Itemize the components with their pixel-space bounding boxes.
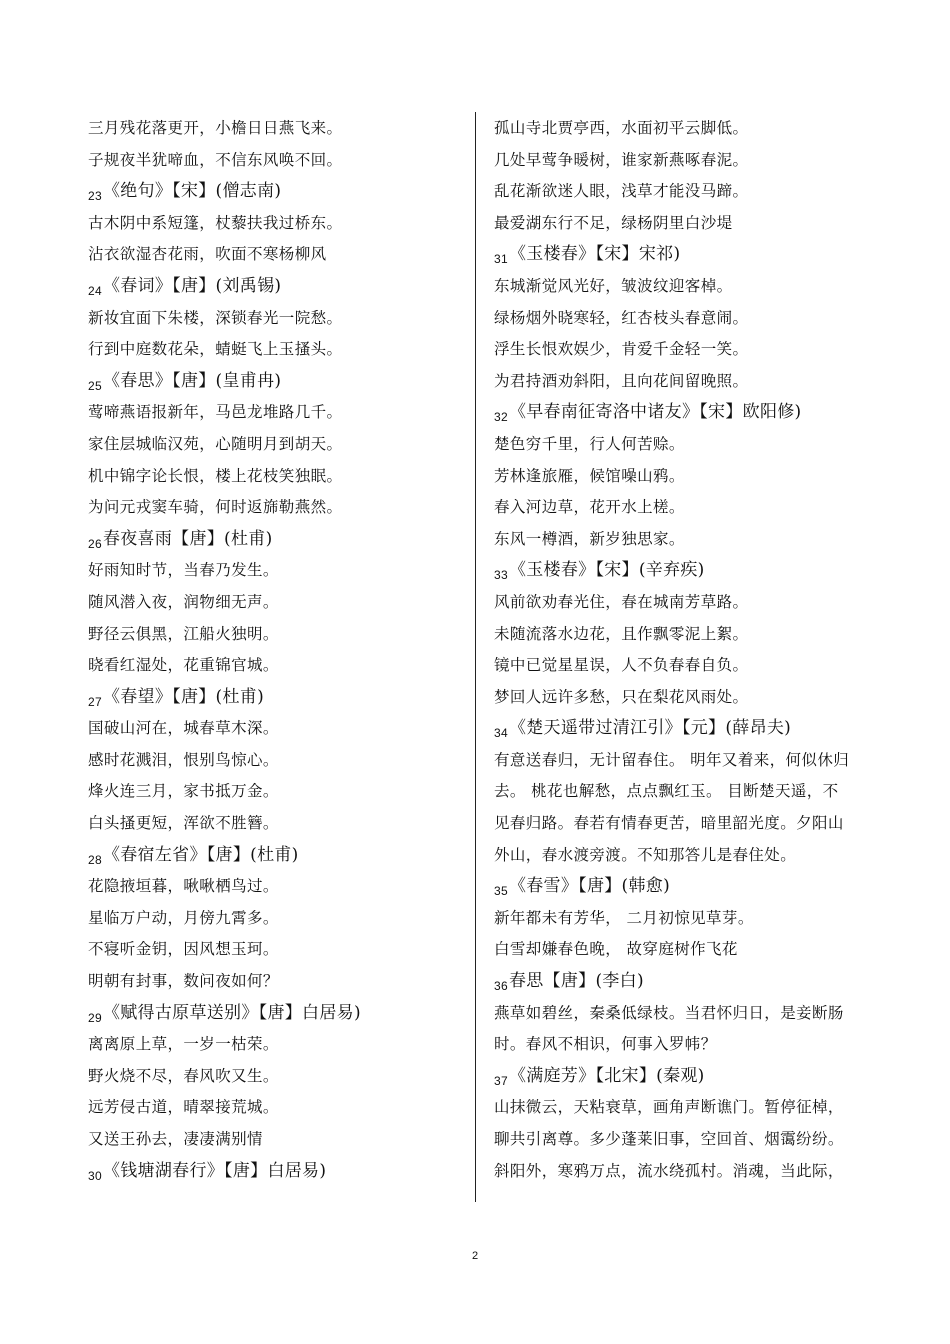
poem-line: 楚色穷千里，行人何苦赊。 — [494, 434, 685, 453]
poem-line: 白头搔更短，浑欲不胜簪。 — [88, 814, 279, 833]
poem-line: 明朝有封事，数问夜如何？ — [88, 972, 279, 991]
poem-number: 36 — [494, 979, 508, 994]
poem-number: 32 — [494, 410, 508, 425]
poem-line: 星临万户动，月傍九霄多。 — [88, 908, 279, 927]
poem-heading — [494, 402, 866, 425]
poem-line: 野径云俱黑，江船火独明。 — [88, 624, 279, 643]
poem-line: 为问元戎窦车骑，何时返旆勒燕然。 — [88, 498, 343, 517]
poem-heading — [88, 687, 466, 707]
poem-line: 东风一樽酒，新岁独思家。 — [494, 529, 685, 548]
poem-heading — [88, 276, 466, 296]
poem-number: 37 — [494, 1073, 508, 1088]
poem-number: 26 — [88, 536, 102, 551]
poem-title: 《玉楼春》【宋】(辛弃疾) — [508, 560, 705, 581]
poem-title: 《绝句》【宋】(僧志南) — [102, 181, 282, 202]
poem-line: 有意送春归，无计留春住。 明年又着来，何似休归 — [494, 750, 850, 769]
poem-number: 27 — [88, 694, 102, 709]
poem-line: 聊共引离尊。多少蓬莱旧事，空回首、烟霭纷纷。 — [494, 1130, 844, 1148]
poem-title: 《春宿左省》【唐】(杜甫) — [102, 844, 299, 865]
left-column — [88, 118, 466, 1192]
poem-heading — [494, 971, 866, 994]
poem-line: 未随流落水边花，且作飘零泥上絮。 — [494, 624, 749, 643]
poem-line: 东城渐觉风光好，皱波纹迎客棹。 — [494, 276, 733, 295]
poem-title: 春思【唐】(李白) — [508, 971, 644, 992]
poem-heading — [494, 718, 866, 741]
poem-title: 《满庭芳》【北宋】(秦观) — [508, 1065, 705, 1086]
poem-heading — [88, 181, 466, 204]
poem-title: 《早春南征寄洛中诸友》【宋】欧阳修) — [508, 402, 802, 423]
poem-heading — [88, 529, 466, 549]
poem-line: 离离原上草，一岁一枯荣。 — [88, 1035, 279, 1054]
poem-title: 《春雪》【唐】(韩愈) — [508, 876, 671, 897]
poem-line: 白雪却嫌春色晚， 故穿庭树作飞花 — [494, 940, 738, 959]
poem-heading — [494, 560, 866, 583]
poem-line: 国破山河在，城春草木深。 — [88, 719, 279, 738]
poem-line: 绿杨烟外晓寒轻，红杏枝头春意闹。 — [494, 308, 749, 327]
poem-line: 好雨知时节，当春乃发生。 — [88, 561, 279, 580]
poem-line: 花隐掖垣暮，啾啾栖鸟过。 — [88, 877, 279, 896]
poem-title: 春夜喜雨【唐】(杜甫) — [102, 528, 273, 549]
poem-line: 外山，春水渡旁渡。不知那答儿是春住处。 — [494, 845, 797, 864]
poem-line: 三月残花落更开，小檐日日燕飞来。 — [88, 119, 343, 137]
poem-title: 《玉楼春》【宋】宋祁) — [508, 244, 681, 265]
poem-line: 新年都未有芳华， 二月初惊见草芽。 — [494, 908, 754, 927]
poem-heading — [494, 244, 866, 267]
poem-number: 30 — [88, 1168, 102, 1183]
poem-line: 风前欲劝春光住，春在城南芳草路。 — [494, 592, 749, 611]
poem-number: 23 — [88, 189, 102, 204]
poem-number: 31 — [494, 252, 508, 267]
poem-line: 晓看红湿处，花重锦官城。 — [88, 656, 279, 675]
poem-line: 去。 桃花也解愁，点点飘红玉。 目断楚天遥，不 — [494, 782, 839, 801]
poem-line: 春入河边草，花开水上槎。 — [494, 498, 685, 517]
poem-line: 不寝听金钥，因风想玉珂。 — [88, 940, 279, 959]
poem-line: 芳林逢旅雁，候馆噪山鸦。 — [494, 466, 685, 485]
poem-line: 随风潜入夜，润物细无声。 — [88, 592, 279, 611]
poem-line: 镜中已觉星星误，人不负春春自负。 — [494, 656, 749, 675]
poem-line: 莺啼燕语报新年，马邑龙堆路几千。 — [88, 403, 343, 422]
poem-line: 沾衣欲湿杏花雨，吹面不寒杨柳风 — [88, 245, 327, 264]
poem-number: 35 — [494, 884, 508, 899]
column-divider — [475, 112, 476, 1202]
poem-line: 机中锦字论长恨，楼上花枝笑独眠。 — [88, 466, 343, 485]
poem-line: 烽火连三月，家书抵万金。 — [88, 782, 279, 801]
poem-heading — [88, 1003, 466, 1023]
poem-line: 时。春风不相识，何事入罗帏？ — [494, 1035, 717, 1054]
poem-number: 24 — [88, 283, 102, 298]
poem-title: 《赋得古原草送别》【唐】白居易) — [102, 1002, 361, 1023]
poem-number: 34 — [494, 726, 508, 741]
poem-line: 孤山寺北贾亭西，水面初平云脚低。 — [494, 119, 749, 137]
poem-line: 远芳侵古道，晴翠接荒城。 — [88, 1098, 279, 1117]
poem-title: 《钱塘湖春行》【唐】白居易) — [102, 1160, 327, 1181]
poem-line: 家住层城临汉苑，心随明月到胡天。 — [88, 434, 343, 453]
poem-line: 感时花溅泪，恨别鸟惊心。 — [88, 750, 279, 769]
poem-line: 几处早莺争暖树，谁家新燕啄春泥。 — [494, 150, 749, 169]
poem-line: 新妆宜面下朱楼，深锁春光一院愁。 — [88, 308, 343, 327]
poem-line: 子规夜半犹啼血，不信东风唤不回。 — [88, 150, 343, 169]
poem-line: 最爱湖东行不足，绿杨阴里白沙堤 — [494, 213, 733, 232]
poem-line: 浮生长恨欢娱少，肯爱千金轻一笑。 — [494, 340, 749, 359]
poem-heading — [88, 1161, 466, 1181]
poem-number: 29 — [88, 1010, 102, 1025]
poem-line: 燕草如碧丝，秦桑低绿枝。当君怀归日，是妾断肠 — [494, 1003, 844, 1022]
poem-line: 为君持酒劝斜阳，且向花间留晚照。 — [494, 371, 749, 390]
poem-title: 《春望》【唐】(杜甫) — [102, 686, 265, 707]
poem-number: 25 — [88, 378, 102, 393]
poem-heading — [88, 845, 466, 865]
poem-heading — [494, 876, 866, 899]
poem-number: 28 — [88, 852, 102, 867]
poem-line: 又送王孙去，凄凄满别情 — [88, 1130, 263, 1148]
poem-title: 《春思》【唐】(皇甫冉) — [102, 370, 282, 391]
poem-title: 《春词》【唐】(刘禹锡) — [102, 275, 282, 296]
poem-line: 见春归路。春若有情春更苦，暗里韶光度。夕阳山 — [494, 814, 844, 833]
right-column — [494, 118, 866, 1192]
poem-line: 斜阳外，寒鸦万点，流水绕孤村。消魂，当此际， — [494, 1161, 844, 1180]
poem-line: 山抹微云，天粘衰草，画角声断谯门。暂停征棹， — [494, 1098, 844, 1117]
poem-line: 梦回人远许多愁，只在梨花风雨处。 — [494, 687, 749, 706]
page-number: 2 — [471, 1250, 479, 1262]
poem-heading — [88, 371, 466, 391]
poem-line: 野火烧不尽，春风吹又生。 — [88, 1066, 279, 1085]
poem-title: 《楚天遥带过清江引》【元】(薛昂夫) — [508, 718, 792, 739]
poem-number: 33 — [494, 568, 508, 583]
poem-line: 行到中庭数花朵，蜻蜓飞上玉搔头。 — [88, 340, 343, 359]
poem-heading — [494, 1066, 866, 1086]
poem-line: 古木阴中系短篷，杖藜扶我过桥东。 — [88, 213, 343, 232]
poem-line: 乱花渐欲迷人眼，浅草才能没马蹄。 — [494, 182, 749, 201]
